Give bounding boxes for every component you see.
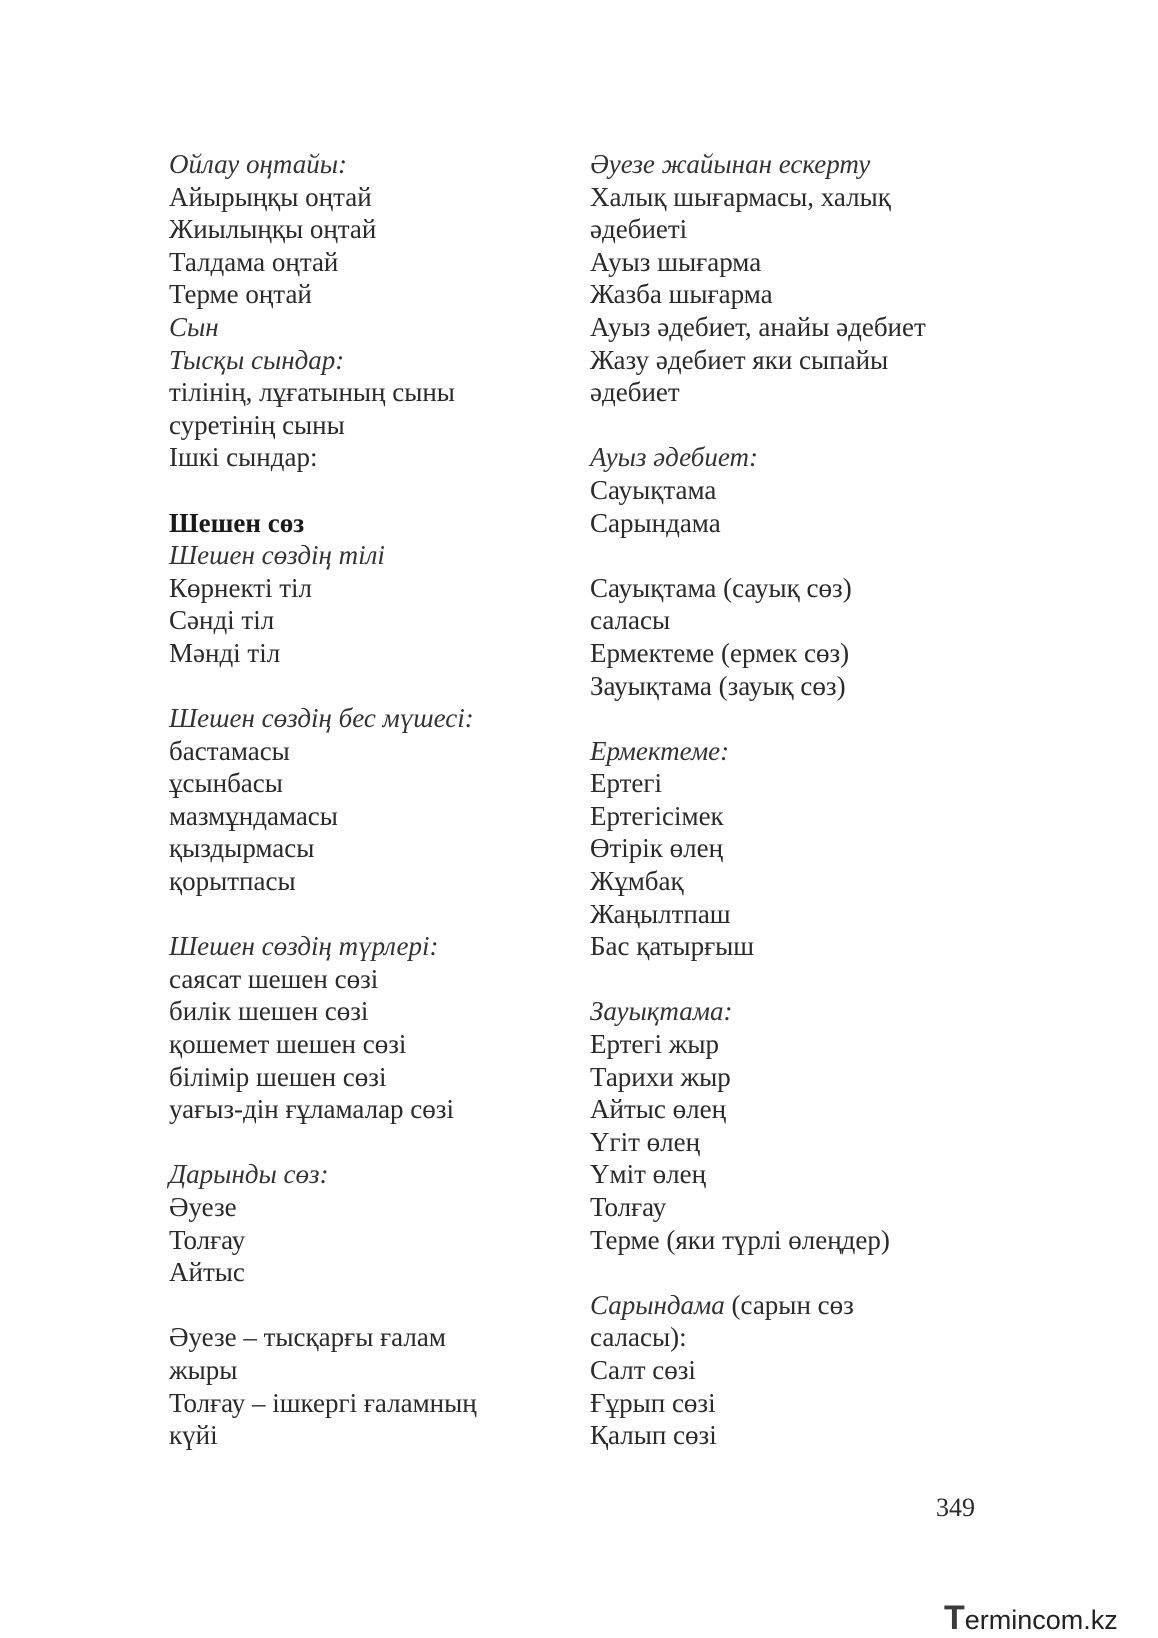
text-line: тілінің, лұғатының сыны (169, 377, 455, 408)
text-line: саласы): (590, 1322, 687, 1353)
text-line: бастамасы (169, 735, 290, 766)
text-line: суретінің сыны (169, 409, 345, 440)
text-line: әдебиеті (590, 214, 688, 245)
text-line: Жазу әдебиет яки сыпайы (590, 344, 889, 375)
text-line: билік шешен сөзі (169, 996, 369, 1027)
text-line: Әуезе – тысқарғы ғалам (169, 1322, 446, 1353)
text-line: саласы (590, 605, 671, 636)
text-line: ұсынбасы (169, 768, 283, 799)
line-text: (сарын сөз (724, 1289, 854, 1320)
blank-line (590, 963, 1010, 996)
text-line: Үміт өлең (590, 1159, 707, 1190)
section-heading-italic: Ермектеме: (590, 735, 730, 766)
text-line: Зауықтама (зауық сөз) (590, 670, 846, 701)
blank-line (169, 474, 559, 507)
blank-line (169, 1289, 559, 1322)
text-line: Толғау – ішкергі ғаламның (169, 1387, 477, 1418)
text-line: білімір шешен сөзі (169, 1061, 387, 1092)
blank-line (590, 1256, 1010, 1289)
text-line: жыры (169, 1354, 238, 1385)
text-line: Ауыз әдебиет, анайы әдебиет (590, 311, 926, 342)
text-line: Үгіт өлең (590, 1126, 701, 1157)
text-line: қорытпасы (169, 866, 296, 897)
text-line: Сауықтама (590, 474, 717, 505)
watermark-text (944, 1599, 1118, 1638)
text-line: Ертегісімек (590, 800, 724, 831)
text-line: Айырыңқы оңтай (169, 181, 372, 212)
text-line: Жаңылтпаш (590, 898, 731, 929)
text-line: Бас қатырғыш (590, 931, 755, 962)
text-line: Толғау (590, 1192, 667, 1222)
blank-line (169, 1126, 559, 1159)
section-heading-italic: Сын (169, 311, 219, 342)
termincom-watermark[interactable] (944, 1598, 1118, 1637)
section-heading-italic: Ойлау оңтайы: (169, 149, 347, 179)
text-line: Ертегі жыр (590, 1029, 720, 1060)
text-line: Ішкі сындар: (169, 442, 318, 473)
text-line: саясат шешен сөзі (169, 963, 379, 994)
text-line: Терме (яки түрлі өлеңдер) (590, 1224, 890, 1255)
watermark-rest: ermincom.kz (964, 1604, 1118, 1635)
text-line: Көрнекті тіл (169, 572, 313, 603)
section-heading-italic: Дарынды сөз: (169, 1159, 329, 1190)
italic-term: Сарындама (590, 1289, 725, 1320)
section-heading-italic: Шешен сөздің түрлері: (169, 931, 439, 962)
section-heading-italic: Тысқы сындар: (169, 344, 345, 375)
text-line: қыздырмасы (169, 833, 315, 864)
text-line: Салт сөзі (590, 1354, 696, 1385)
text-line: қошемет шешен сөзі (169, 1029, 407, 1060)
text-line: Өтірік өлең (590, 833, 724, 864)
text-line: Айтыс (169, 1257, 245, 1288)
text-line: Ғұрып сөзі (590, 1387, 716, 1418)
text-line: Айтыс өлең (590, 1094, 727, 1125)
text-line: Ермектеме (ермек сөз) (590, 637, 850, 668)
section-heading-italic: Әуезе жайынан ескерту (590, 149, 871, 179)
text-line: әдебиет (590, 377, 680, 408)
text-line: Толғау (169, 1224, 246, 1255)
blank-line (590, 702, 1010, 735)
text-line: Терме оңтай (169, 279, 312, 310)
text-line: Әуезе (169, 1192, 237, 1222)
text-line: Мәнді тіл (169, 637, 281, 668)
text-line: Жұмбақ (590, 866, 684, 897)
left-column (169, 148, 559, 1452)
text-line: Талдама оңтай (169, 246, 339, 277)
text-line: күйі (169, 1420, 218, 1451)
section-heading-bold: Шешен сөз (169, 507, 305, 538)
blank-line (590, 539, 1010, 572)
blank-line (169, 670, 559, 703)
section-heading-italic: Шешен сөздің бес мүшесі: (169, 703, 474, 734)
text-line: Тарихи жыр (590, 1061, 731, 1092)
blank-line (169, 898, 559, 931)
section-heading-italic: Шешен сөздің тілі (169, 540, 385, 571)
text-line: Ауыз шығарма (590, 246, 762, 277)
text-line: Сарындама (590, 507, 721, 538)
blank-line (590, 409, 1010, 442)
text-line: Сауықтама (сауық сөз) (590, 572, 852, 603)
text-line: Халық шығармасы, халық (590, 181, 891, 212)
watermark-prefix: T (944, 1598, 965, 1637)
text-line: Қалып сөзі (590, 1420, 717, 1451)
text-line: мазмұндамасы (169, 800, 338, 831)
text-line: Жиылыңқы оңтай (169, 214, 377, 245)
right-column (590, 148, 1010, 1452)
text-line: Ертегі (590, 768, 662, 799)
section-heading-italic: Зауықтама: (590, 996, 733, 1027)
text-line (590, 1289, 1010, 1322)
section-heading-italic: Ауыз әдебиет: (590, 442, 758, 473)
page-number: 349 (936, 1493, 975, 1522)
text-line: уағыз-дін ғұламалар сөзі (169, 1094, 454, 1125)
text-line: Сәнді тіл (169, 605, 275, 636)
text-line: Жазба шығарма (590, 279, 773, 310)
